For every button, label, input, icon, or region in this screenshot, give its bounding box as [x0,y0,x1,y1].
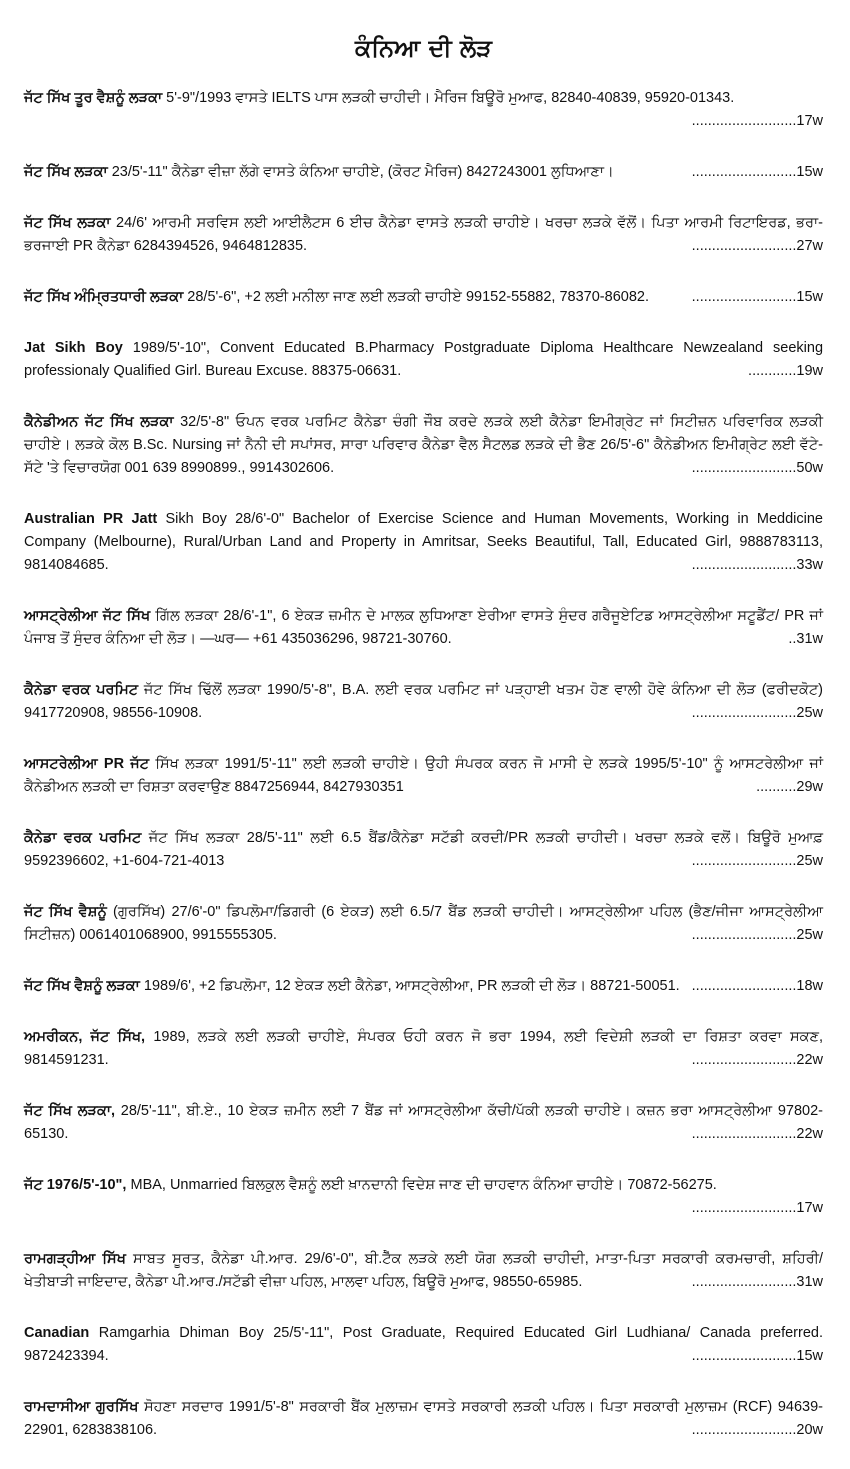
matrimonial-ad [24,411,823,480]
ad-code: ..........................18w [691,978,823,994]
ad-lead: Australian PR Jatt [24,511,158,527]
matrimonial-ad [24,337,823,383]
matrimonial-ad [24,901,823,947]
ad-body: ਸਾਬਤ ਸੂਰਤ, ਕੈਨੇਡਾ ਪੀ.ਆਰ. 29/6'-0", ਬੀ.ਟੈੱਕ ਲੜਕੇ ਲਈ ਯੋਗ ਲੜਕੀ ਚਾਹੀਦੀ, ਮਾਤਾ-ਪਿਤਾ ਸਰਕਾਰੀ ਕਰਮਚਾਰੀ, ਸ਼ਹਿਰੀ/ਖੇਤੀਬਾੜੀ ਜਾਇਦਾਦ, ਕੈਨੇਡਾ ਪੀ.ਆਰ./ਸਟੱਡੀ ਵੀਜ਼ਾ ਪਹਿਲ, ਮਾਲਵਾ ਪਹਿਲ, ਬਿਊਰੋ ਮੁਆਫ, 98550-65985. [24,1251,823,1290]
ad-code: ..........................17w [691,1200,823,1216]
ad-lead: ਜੱਟ ਸਿੱਖ ਵੈਸ਼ਨੂੰ [24,904,107,920]
matrimonial-ad [24,508,823,577]
ad-body: 1989/5'-10", Convent Educated B.Pharmacy Postgraduate Diploma Healthcare Newzealand seeking professionaly Qualified Girl. Bureau Excuse. 88375-06631. [24,340,824,379]
matrimonial-ad [24,286,823,309]
ad-lead: ਆਸਟ੍ਰੇਲੀਆ ਜੱਟ ਸਿੱਖ [24,608,151,624]
ad-lead: ਜੱਟ ਸਿੱਖ ਅੰਮ੍ਰਿਤਧਾਰੀ ਲੜਕਾ [24,289,184,305]
ad-body: 23/5'-11" ਕੈਨੇਡਾ ਵੀਜ਼ਾ ਲੱਗੇ ਵਾਸਤੇ ਕੰਨਿਆ ਚਾਹੀਏ, (ਕੋਰਟ ਮੈਰਿਜ) 8427243001 ਲੁਧਿਆਣਾ। [111,164,614,180]
ad-body: ਸੋਹਣਾ ਸਰਦਾਰ 1991/5'-8" ਸਰਕਾਰੀ ਬੈਂਕ ਮੁਲਾਜ਼ਮ ਵਾਸਤੇ ਸਰਕਾਰੀ ਲੜਕੀ ਪਹਿਲ। ਪਿਤਾ ਸਰਕਾਰੀ ਮੁਲਾਜ਼ਮ (RCF) 94639-22901, 6283838106. [24,1399,823,1438]
matrimonial-ad [24,679,823,725]
ad-code: ..........................25w [691,853,823,869]
matrimonial-ad [24,212,823,258]
matrimonial-ad [24,753,823,799]
matrimonial-ad [24,1396,823,1442]
ad-body: ਸਿੱਖ ਲੜਕਾ 1991/5'-11" ਲਈ ਲੜਕੀ ਚਾਹੀਏ। ਉਹੀ ਸੰਪਰਕ ਕਰਨ ਜੋ ਮਾਸੀ ਦੇ ਲੜਕੇ 1995/5'-10" ਨੂੰ ਆਸਟਰੇਲੀਆ ਜਾਂ ਕੈਨੇਡੀਅਨ ਲੜਕੀ ਦਾ ਰਿਸ਼ਤਾ ਕਰਵਾਉਣ 8847256944, 8427930351 [24,756,823,795]
ad-body: 1989, ਲੜਕੇ ਲਈ ਲੜਕੀ ਚਾਹੀਏ, ਸੰਪਰਕ ਓਹੀ ਕਰਨ ਜੋ ਭਰਾ 1994, ਲਈ ਵਿਦੇਸ਼ੀ ਲੜਕੀ ਦਾ ਰਿਸ਼ਤਾ ਕਰਵਾ ਸਕਣ, 9814591231. [24,1029,824,1068]
matrimonial-ad [24,827,823,873]
ad-body: MBA, Unmarried ਬਿਲਕੁਲ ਵੈਸ਼ਨੂੰ ਲਈ ਖ਼ਾਨਦਾਨੀ ਵਿਦੇਸ਼ ਜਾਣ ਦੀ ਚਾਹਵਾਨ ਕੰਨਿਆ ਚਾਹੀਏ। 70872-56275. [130,1177,717,1193]
ad-code: ..........................15w [691,289,823,305]
ad-lead: ਰਾਮਦਾਸੀਆ ਗੁਰਸਿੱਖ [24,1399,139,1415]
ad-body: 28/5'-6", +2 ਲਈ ਮਨੀਲਾ ਜਾਣ ਲਈ ਲੜਕੀ ਚਾਹੀਏ 99152-55882, 78370-86082. [187,289,649,305]
ad-body: Sikh Boy 28/6'-0" Bachelor of Exercise Science and Human Movements, Working in Meddicine Company (Melbourne), Rural/Urban Land and Property in Amritsar, Seeks Beautiful, Tall, Educated Girl, 9888783113, 9814084685. [24,511,823,573]
ad-code: ..........................31w [691,1274,823,1290]
ad-lead: ਜੱਟ ਸਿੱਖ ਵੈਸ਼ਨੂੰ ਲੜਕਾ [24,978,140,994]
ad-code: ..31w [788,631,823,647]
ad-code: ..........................25w [691,705,823,721]
ad-lead: ਜੱਟ ਸਿੱਖ ਲੜਕਾ [24,215,111,231]
ad-code: ..........................15w [691,164,823,180]
ad-body: (ਗੁਰਸਿੱਖ) 27/6'-0" ਡਿਪਲੋਮਾ/ਡਿਗਰੀ (6 ਏਕੜ) ਲਈ 6.5/7 ਬੈਂਡ ਲੜਕੀ ਚਾਹੀਦੀ। ਆਸਟ੍ਰੇਲੀਆ ਪਹਿਲ (ਭੈਣ/ਜੀਜਾ ਆਸਟ੍ਰੇਲੀਆ ਸਿਟੀਜ਼ਨ) 0061401068900, 9915555305. [24,904,823,943]
ad-code: ..........................50w [691,460,823,476]
ad-code: ............19w [748,363,823,379]
ad-lead: Jat Sikh Boy [24,340,123,356]
matrimonial-ad [24,605,823,651]
ad-lead: ਜੱਟ 1976/5'-10", [24,1177,127,1193]
ad-body: 1989/6', +2 ਡਿਪਲੋਮਾ, 12 ਏਕੜ ਲਈ ਕੈਨੇਡਾ, ਆਸਟ੍ਰੇਲੀਆ, PR ਲੜਕੀ ਦੀ ਲੋੜ। 88721-50051. [143,978,680,994]
ad-code: ..........................17w [691,113,823,129]
ads-list [24,87,823,1442]
ad-body: 32/5'-8" ਓਪਨ ਵਰਕ ਪਰਮਿਟ ਕੈਨੇਡਾ ਚੰਗੀ ਜੌਬ ਕਰਦੇ ਲੜਕੇ ਲਈ ਕੈਨੇਡਾ ਇਮੀਗ੍ਰੇਟ ਜਾਂ ਸਿਟੀਜ਼ਨ ਪਰਿਵਾਰਿਕ ਲੜਕੀ ਚਾਹੀਏ। ਲੜਕੇ ਕੋਲ B.Sc. Nursing ਜਾਂ ਨੈਨੀ ਦੀ ਸਪਾਂਸਰ, ਸਾਰਾ ਪਰਿਵਾਰ ਕੈਨੇਡਾ ਵੈਲ ਸੈਟਲਡ ਲੜਕੇ ਦੀ ਭੈਣ 26/5'-6" ਕੈਨੇਡੀਅਨ ਇਮੀਗ੍ਰੇਟ ਲਈ ਵੱਟੇ-ਸੱਟੇ 'ਤੇ ਵਿਚਾਰਯੋਗ 001 639 8990899., 9914302606. [24,414,823,476]
ad-body: ਜੱਟ ਸਿੱਖ ਲੜਕਾ 28/5'-11" ਲਈ 6.5 ਬੈਂਡ/ਕੈਨੇਡਾ ਸਟੱਡੀ ਕਰਦੀ/PR ਲੜਕੀ ਚਾਹੀਦੀ। ਖਰਚਾ ਲੜਕੇ ਵਲੋਂ। ਬਿਊਰੋ ਮੁਆਫ਼ 9592396602, +1-604-721-4013 [24,830,824,869]
ad-body: 24/6' ਆਰਮੀ ਸਰਵਿਸ ਲਈ ਆਈਲੈਟਸ 6 ਈਚ ਕੈਨੇਡਾ ਵਾਸਤੇ ਲੜਕੀ ਚਾਹੀਏ। ਖਰਚਾ ਲੜਕੇ ਵੱਲੋਂ। ਪਿਤਾ ਆਰਮੀ ਰਿਟਾਇਰਡ, ਭਰਾ-ਭਰਜਾਈ PR ਕੈਨੇਡਾ 6284394526, 9464812835. [24,215,823,254]
ad-lead: ਜੱਟ ਸਿੱਖ ਲੜਕਾ, [24,1103,116,1119]
ad-code: ..........................25w [691,927,823,943]
ad-lead: ਕੈਨੇਡਾ ਵਰਕ ਪਰਮਿਟ [24,682,139,698]
ad-code: ..........................22w [691,1052,823,1068]
ad-lead: ਜੱਟ ਸਿੱਖ ਤੂਰ ਵੈਸ਼ਨੂੰ ਲੜਕਾ [24,90,163,106]
ad-code: ..........29w [756,779,823,795]
ad-lead: ਰਾਮਗੜ੍ਹੀਆ ਸਿੱਖ [24,1251,126,1267]
matrimonial-ad [24,87,823,133]
ad-code: ..........................27w [691,238,823,254]
ad-lead: Canadian [24,1325,90,1341]
ad-lead: ਕੈਨੇਡਾ ਵਰਕ ਪਰਮਿਟ [24,830,142,846]
ad-code: ..........................22w [691,1126,823,1142]
matrimonial-ad [24,1026,823,1072]
matrimonial-ad [24,1248,823,1294]
matrimonial-ad [24,161,823,184]
matrimonial-ad [24,1174,823,1220]
ad-body: Ramgarhia Dhiman Boy 25/5'-11", Post Graduate, Required Educated Girl Ludhiana/ Canada preferred. 9872423394. [24,1325,823,1364]
matrimonial-ad [24,1100,823,1146]
ad-code: ..........................15w [691,1348,823,1364]
page-title: ਕੰਨਿਆ ਦੀ ਲੋੜ [355,34,492,62]
ad-lead: ਅਮਰੀਕਨ, ਜੱਟ ਸਿੱਖ, [24,1029,146,1045]
ad-body: 28/5'-11", ਬੀ.ਏ., 10 ਏਕੜ ਜ਼ਮੀਨ ਲਈ 7 ਬੈਂਡ ਜਾਂ ਆਸਟ੍ਰੇਲੀਆ ਕੱਚੀ/ਪੱਕੀ ਲੜਕੀ ਚਾਹੀਏ। ਕਜ਼ਨ ਭਰਾ ਆਸਟ੍ਰੇਲੀਆ 97802-65130. [24,1103,823,1142]
ad-body: ਗਿੱਲ ਲੜਕਾ 28/6'-1", 6 ਏਕੜ ਜ਼ਮੀਨ ਦੇ ਮਾਲਕ ਲੁਧਿਆਣਾ ਏਰੀਆ ਵਾਸਤੇ ਸੁੰਦਰ ਗਰੈਜੂਏਟਿਡ ਆਸਟ੍ਰੇਲੀਆ ਸਟੂਡੈਂਟ/ PR ਜਾਂ ਪੰਜਾਬ ਤੋਂ ਸੁੰਦਰ ਕੰਨਿਆ ਦੀ ਲੋੜ। —ਘਰ— +61 435036296, 98721-30760. [24,608,824,647]
ad-code: ..........................33w [691,557,823,573]
matrimonial-ad [24,1322,823,1368]
ad-code: ..........................20w [691,1422,823,1438]
ad-lead: ਜੱਟ ਸਿੱਖ ਲੜਕਾ [24,164,108,180]
matrimonial-ad [24,975,823,998]
ad-lead: ਆਸਟਰੇਲੀਆ PR ਜੱਟ [24,756,150,772]
ad-body: 5'-9"/1993 ਵਾਸਤੇ IELTS ਪਾਸ ਲੜਕੀ ਚਾਹੀਦੀ। ਮੈਰਿਜ ਬਿਊਰੋ ਮੁਆਫ, 82840-40839, 95920-01343. [166,90,735,106]
ad-body: ਜੱਟ ਸਿੱਖ ਢਿੱਲੋਂ ਲੜਕਾ 1990/5'-8", B.A. ਲਈ ਵਰਕ ਪਰਮਿਟ ਜਾਂ ਪੜ੍ਹਾਈ ਖਤਮ ਹੋਣ ਵਾਲੀ ਹੋਵੇ ਕੰਨਿਆ ਦੀ ਲੋੜ (ਫਰੀਦਕੋਟ) 9417720908, 98556-10908. [24,682,823,721]
ad-lead: ਕੈਨੇਡੀਅਨ ਜੱਟ ਸਿੱਖ ਲੜਕਾ [24,414,174,430]
